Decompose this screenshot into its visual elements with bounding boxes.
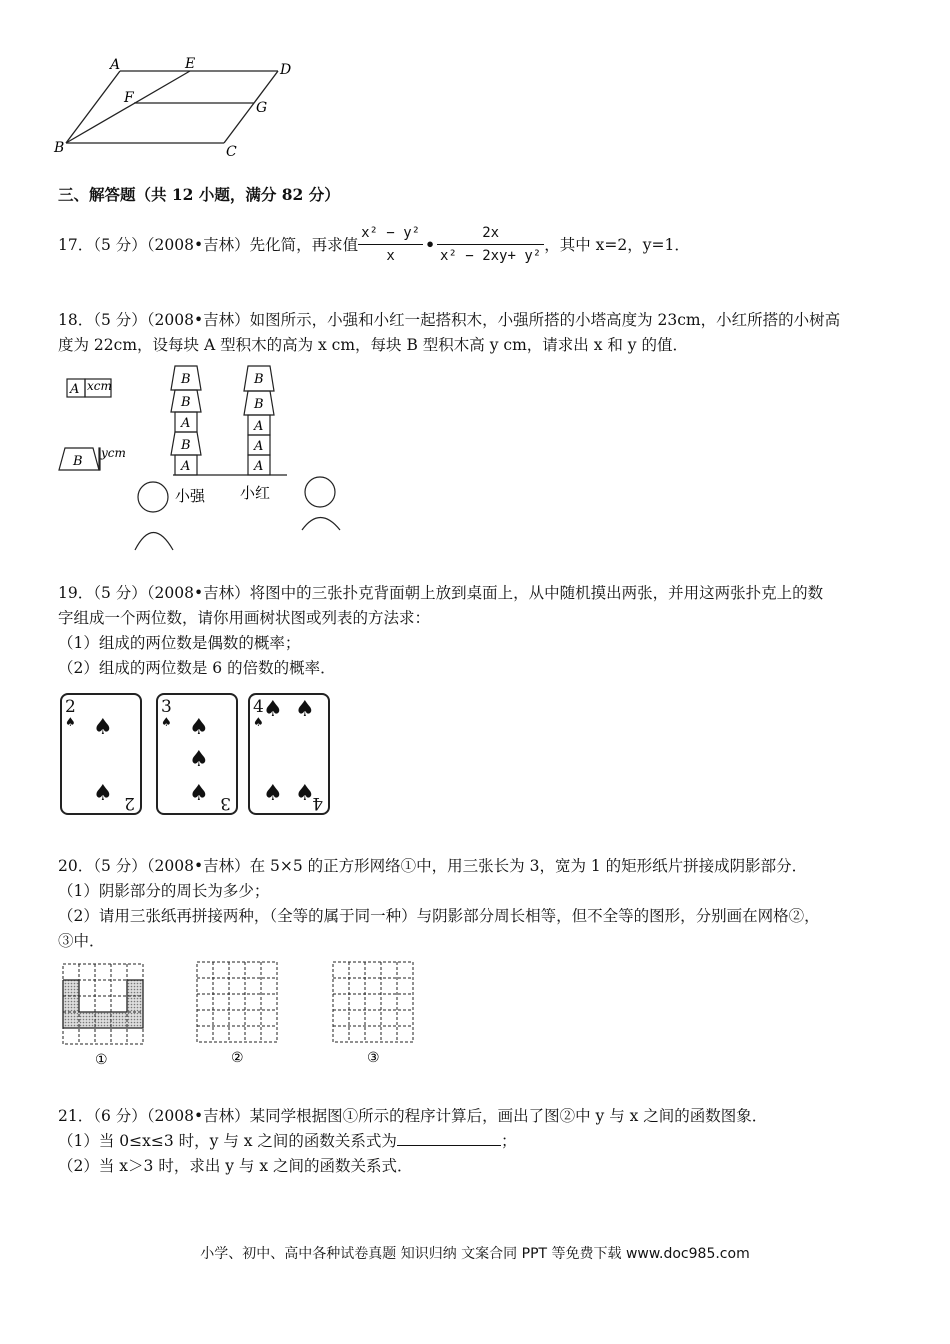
q20-line-3: （2）请用三张纸再拼接两种，（全等的属于同一种）与阴影部分周长相等，但不全等的图形，分别画在网格②， xyxy=(58,907,820,925)
grid-label-1: ① xyxy=(95,1052,108,1068)
legend-a-letter: A xyxy=(70,382,80,397)
blocks-figure xyxy=(55,360,355,555)
q17-dot: • xyxy=(425,234,436,254)
footer-text: 小学、初中、高中各种试卷真题 知识归纳 文案合同 PPT 等免费下载 www.doc985.com xyxy=(200,1246,750,1262)
answer-blank xyxy=(397,1131,501,1146)
tower2-block-5: B xyxy=(254,372,264,387)
q19-line-4: （2）组成的两位数是 6 的倍数的概率． xyxy=(58,659,336,677)
card-3-suit-br: ♠ xyxy=(295,781,315,806)
q18-line-1: 18．（5 分）（2008•吉林）如图所示，小强和小红一起搭积木，小强所搭的小塔高度为 23cm，小红所搭的小树高 xyxy=(58,311,841,329)
tower1-block-1: A xyxy=(181,459,191,474)
card-1-rank-bottom: 2 xyxy=(124,793,135,813)
card-3-suit-tl: ♠ xyxy=(263,697,283,722)
legend-ycm: ycm xyxy=(101,446,126,460)
card-3-small-suit: ♠ xyxy=(253,715,264,729)
card-1-suit-top: ♠ xyxy=(93,715,113,740)
card-3-suit-bl: ♠ xyxy=(263,781,283,806)
q17-prefix: 17．（5 分）（2008•吉林）先化简，再求值 xyxy=(58,235,359,254)
tower1-block-2: B xyxy=(181,438,191,453)
label-e: E xyxy=(185,56,196,72)
q20-line-2: （1）阴影部分的周长为多少； xyxy=(58,882,270,900)
card-2-small-suit: ♠ xyxy=(161,715,172,729)
card-2-suit-bottom: ♠ xyxy=(189,781,209,806)
q17-frac1-denominator: x xyxy=(386,248,395,264)
label-xiaoqiang: 小强 xyxy=(175,487,206,505)
q17-suffix: ，其中 x=2，y=1． xyxy=(544,235,690,254)
q20-line-4: ③中． xyxy=(58,932,105,950)
label-b: B xyxy=(54,140,65,156)
grid-label-3: ③ xyxy=(367,1050,380,1066)
q18-line-2: 度为 22cm，设每块 A 型积木的高为 x cm，每块 B 型积木高 y cm，请求出 x 和 y 的值． xyxy=(58,336,688,354)
q19-line-1: 19．（5 分）（2008•吉林）将图中的三张扑克背面朝上放到桌面上，从中随机摸出两张，并用这两张扑克上的数 xyxy=(58,584,824,602)
card-1-small-suit: ♠ xyxy=(65,715,76,729)
grid-label-2: ② xyxy=(231,1050,244,1066)
card-2-suit-top: ♠ xyxy=(189,715,209,740)
q17-frac2-denominator: x² − 2xy+ y² xyxy=(440,248,542,264)
card-3-suit-tr: ♠ xyxy=(295,697,315,722)
q17-fraction-1 xyxy=(358,222,423,267)
label-f: F xyxy=(124,90,134,106)
q19-line-2: 字组成一个两位数，请你用画树状图或列表的方法求： xyxy=(58,609,431,627)
q21-line-2-end: ； xyxy=(500,1132,517,1150)
label-d: D xyxy=(280,62,292,78)
legend-b-letter: B xyxy=(73,454,83,469)
q17-fraction-2 xyxy=(437,222,544,267)
parallelogram-figure xyxy=(50,55,310,165)
cards-figure xyxy=(55,690,345,818)
q21-line-2 xyxy=(58,1130,516,1152)
legend-xcm: xcm xyxy=(87,379,112,393)
card-2-rank: 3 xyxy=(161,697,172,717)
question-17 xyxy=(58,222,690,267)
tower1-block-5: B xyxy=(181,372,191,387)
section-title: 三、解答题（共 12 小题，满分 82 分） xyxy=(58,185,340,204)
tower2-block-2: A xyxy=(254,439,264,454)
label-xiaohong: 小红 xyxy=(240,484,271,502)
card-1-suit-bottom: ♠ xyxy=(93,781,113,806)
tower1-block-4: B xyxy=(181,395,191,410)
q21-line-1: 21．（6 分）（2008•吉林）某同学根据图①所示的程序计算后，画出了图②中 y 与 x 之间的函数图象． xyxy=(58,1107,768,1125)
card-1-rank: 2 xyxy=(65,697,76,717)
q20-line-1: 20．（5 分）（2008•吉林）在 5×5 的正方形网络①中，用三张长为 3，宽为 1 的矩形纸片拼接成阴影部分． xyxy=(58,857,808,875)
tower2-block-1: A xyxy=(254,459,264,474)
grids-figure xyxy=(55,958,435,1070)
tower1-block-3: A xyxy=(181,416,191,431)
tower2-block-4: B xyxy=(254,397,264,412)
label-a: A xyxy=(110,57,121,73)
card-2-rank-bottom: 3 xyxy=(220,793,231,813)
q19-line-3: （1）组成的两位数是偶数的概率； xyxy=(58,634,301,652)
q17-frac2-numerator: 2x xyxy=(437,222,544,245)
q17-frac1-numerator: x² − y² xyxy=(358,222,423,245)
card-3-rank-bottom: 4 xyxy=(312,793,323,813)
q21-line-2-text: （1）当 0≤x≤3 时，y 与 x 之间的函数关系式为 xyxy=(58,1132,397,1150)
label-c: C xyxy=(226,144,237,160)
label-g: G xyxy=(256,100,268,116)
card-2-suit-middle: ♠ xyxy=(189,747,209,772)
tower2-block-3: A xyxy=(254,419,264,434)
q21-line-3: （2）当 x＞3 时，求出 y 与 x 之间的函数关系式． xyxy=(58,1157,413,1175)
card-3-rank: 4 xyxy=(253,697,264,717)
